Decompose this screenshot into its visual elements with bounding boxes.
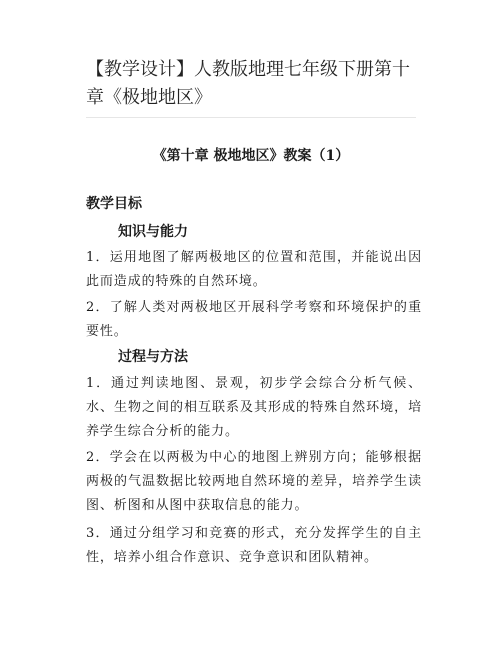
lesson-heading: 《第十章 极地地区》教案（1）: [152, 148, 350, 164]
knowledge-item-2: 2．了解人类对两极地区开展科学考察和环境保护的重要性。: [86, 300, 422, 339]
subheading-process: 过程与方法: [118, 349, 188, 365]
title-divider: [86, 117, 416, 118]
document-title: 【教学设计】人教版地理七年级下册第十章《极地地区》: [86, 59, 410, 108]
process-item-2: 2．学会在以两极为中心的地图上辨别方向；能够根据两极的气温数据比较两地自然环境的差异，培养学生读图、析图和从图中获取信息的能力。: [86, 450, 422, 513]
process-item-3: 3．通过分组学习和竞赛的形式，充分发挥学生的自主性，培养小组合作意识、竞争意识和团队精神。: [86, 526, 422, 565]
knowledge-item-1: 1．运用地图了解两极地区的位置和范围，并能说出因此而造成的特殊的自然环境。: [86, 250, 422, 289]
subheading-knowledge: 知识与能力: [118, 224, 188, 240]
section-heading-objectives: 教学目标: [86, 196, 142, 212]
process-item-1: 1．通过判读地图、景观，初步学会综合分析气候、水、生物之间的相互联系及其形成的特殊自然环境，培养学生综合分析的能力。: [86, 376, 422, 439]
